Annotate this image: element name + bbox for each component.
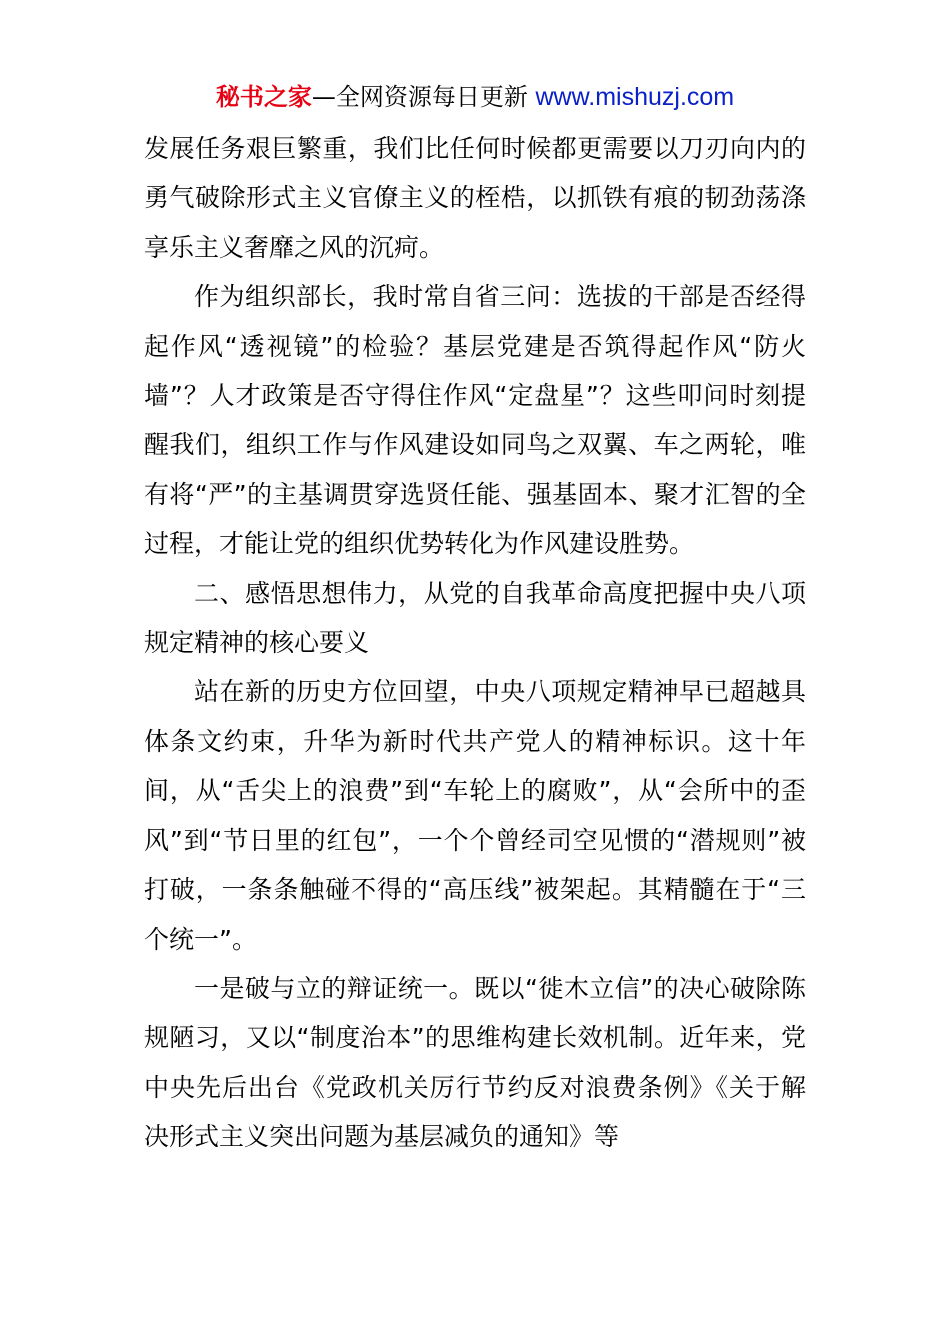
paragraph-1: 发展任务艰巨繁重，我们比任何时候都更需要以刀刃向内的勇气破除形式主义官僚主义的桎梏，以抓铁有痕的韧劲荡涤享乐主义奢靡之风的沉疴。 — [144, 134, 806, 262]
site-header — [0, 79, 950, 115]
paragraph-2: 作为组织部长，我时常自省三问：选拔的干部是否经得起作风“透视镜”的检验？基层党建是否筑得起作风“防火墙”？人才政策是否守得住作风“定盘星”？这些叩问时刻提醒我们，组织工作与作风建设如同鸟之双翼、车之两轮，唯有将“严”的主基调贯穿选贤任能、强基固本、聚才汇智的全过程，才能让党的组织优势转化为作风建设胜势。 — [144, 282, 806, 559]
site-tagline: —全网资源每日更新 — [311, 83, 528, 111]
site-url-link[interactable]: www.mishuzj.com — [535, 83, 735, 111]
paragraph-3: 站在新的历史方位回望，中央八项规定精神早已超越具体条文约束，升华为新时代共产党人的精神标识。这十年间，从“舌尖上的浪费”到“车轮上的腐败”，从“会所中的歪风”到“节日里的红包”，一个个曾经司空见惯的“潜规则”被打破，一条条触碰不得的“高压线”被架起。其精髓在于“三个统一”。 — [144, 677, 806, 954]
paragraph-4: 一是破与立的辩证统一。既以“徙木立信”的决心破除陈规陋习，又以“制度治本”的思维构建长效机制。近年来，党中央先后出台《党政机关厉行节约反对浪费条例》《关于解决形式主义突出问题为基层减负的通知》等 — [144, 973, 806, 1152]
document-body — [144, 124, 806, 1162]
section-heading: 二、感悟思想伟力，从党的自我革命高度把握中央八项规定精神的核心要义 — [144, 578, 806, 658]
site-brand: 秘书之家 — [215, 83, 312, 111]
